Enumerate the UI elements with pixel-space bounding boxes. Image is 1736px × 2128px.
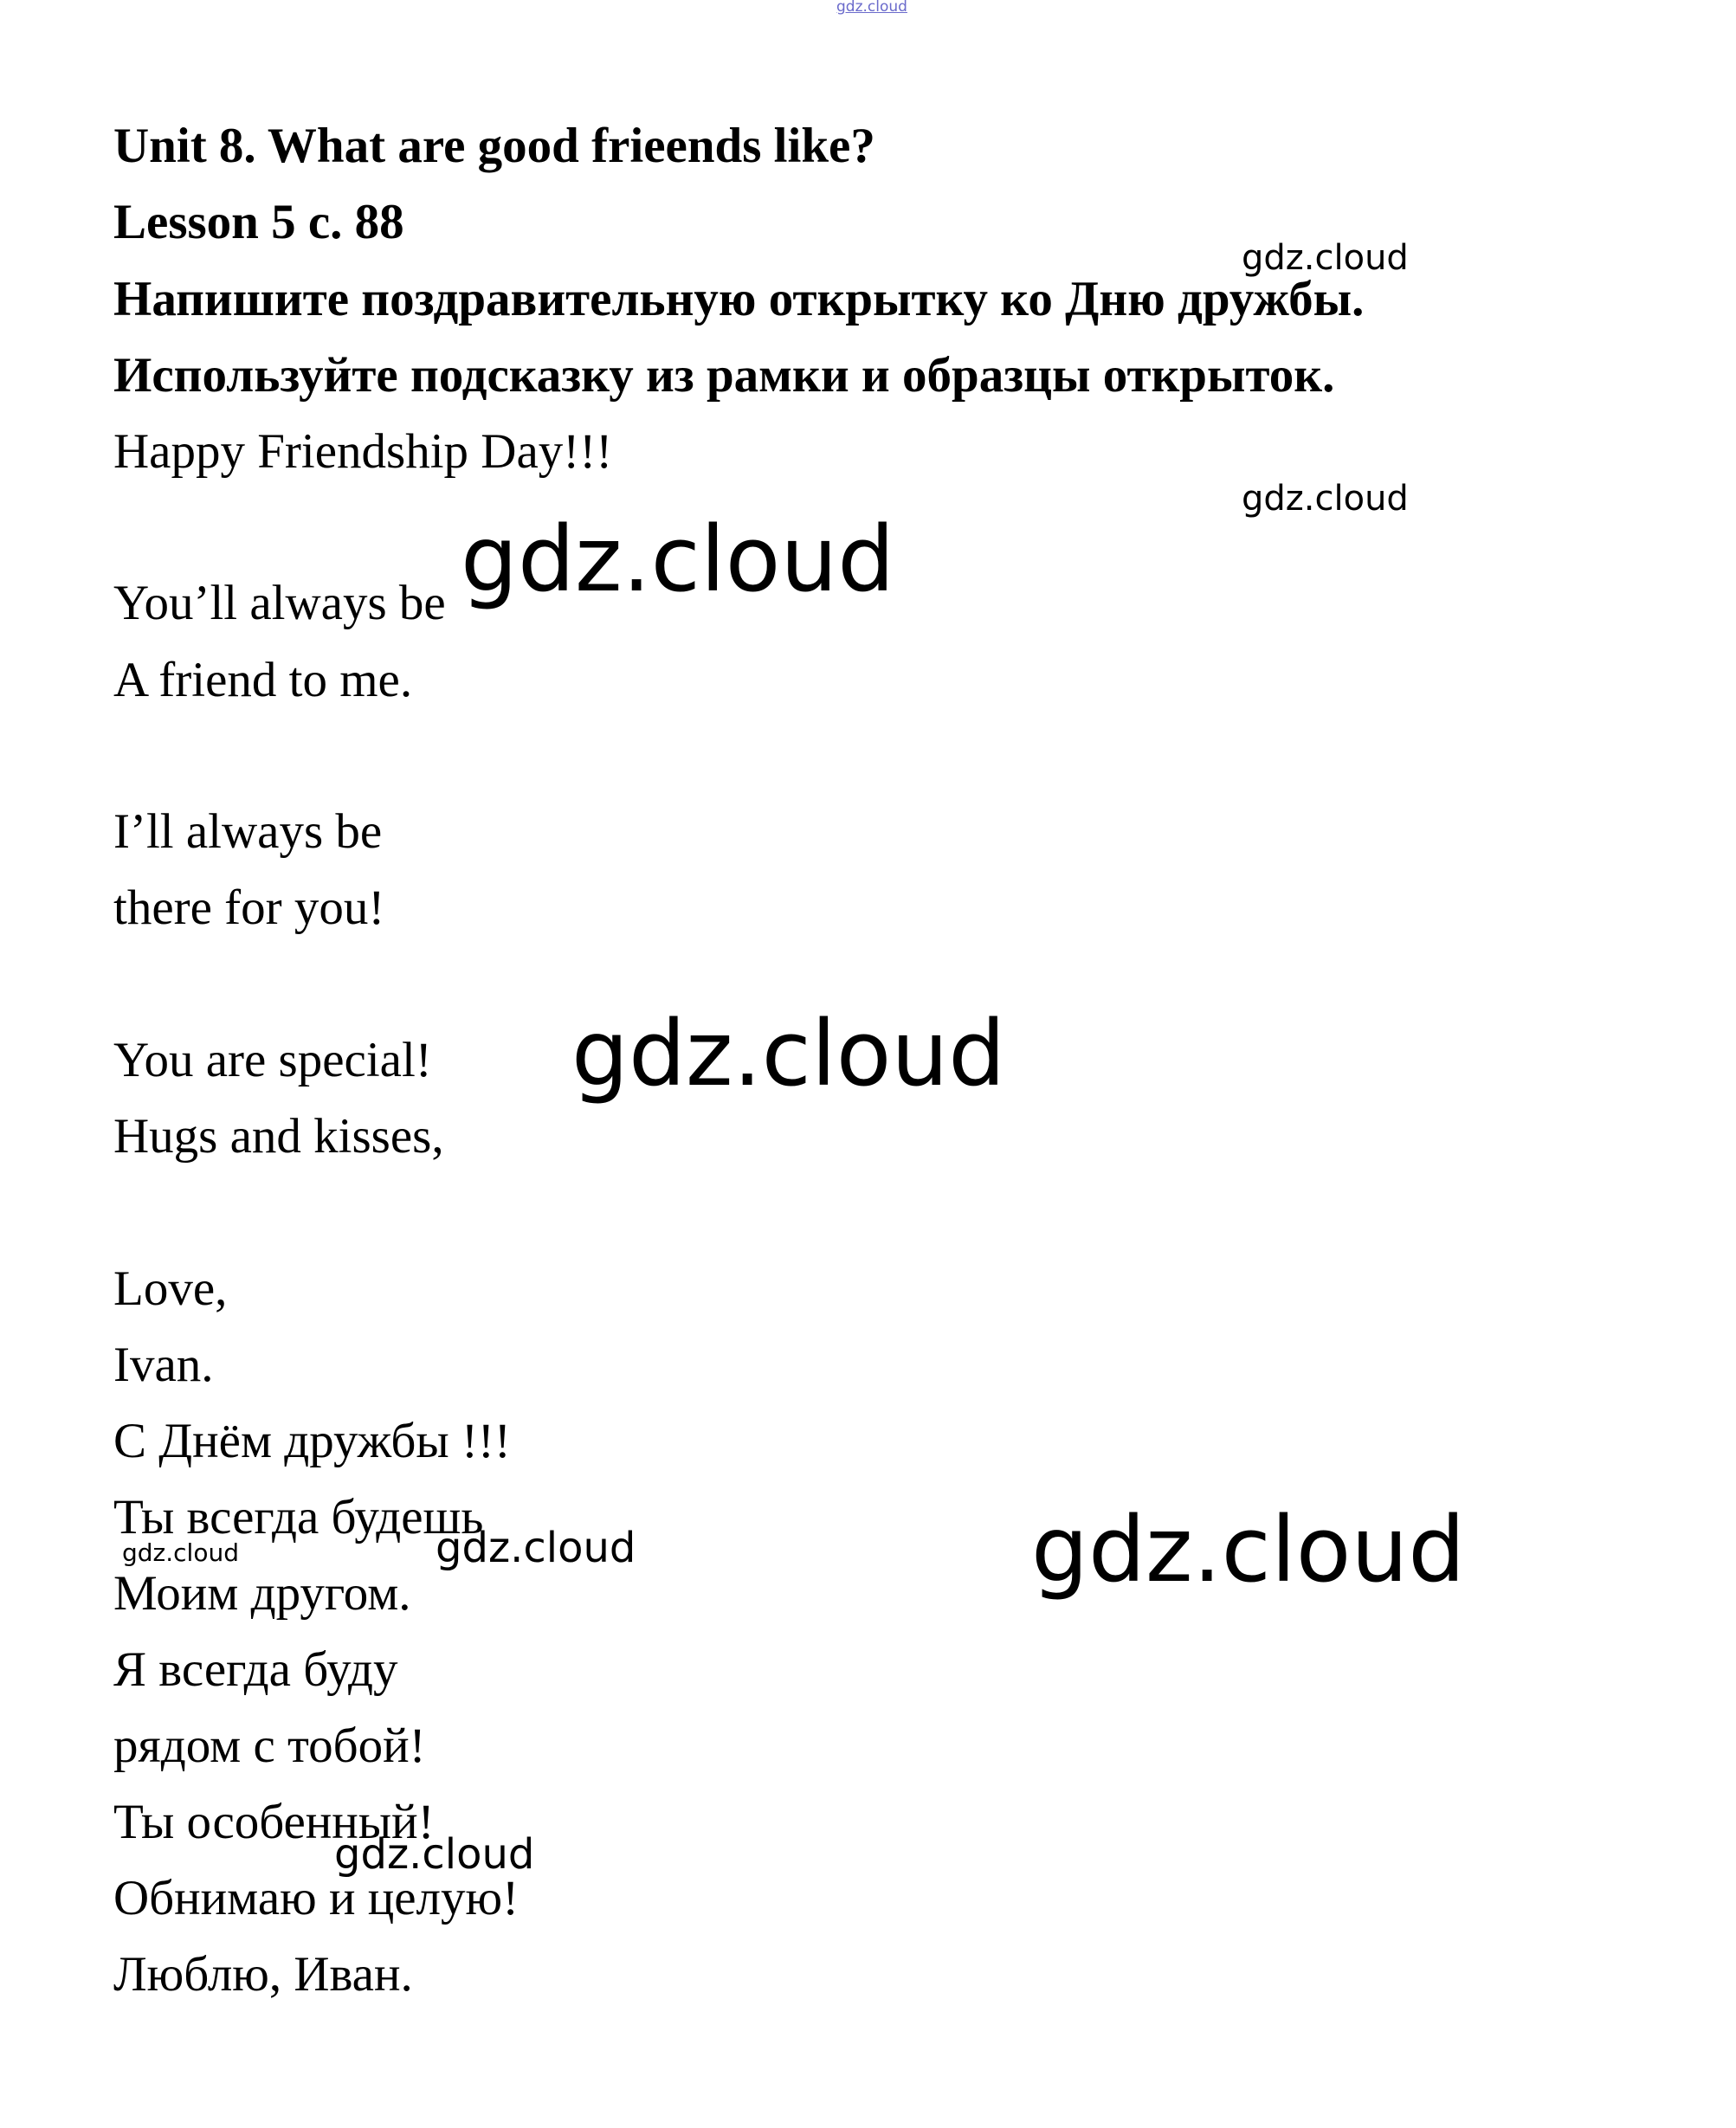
card-line-ru: Моим другом. <box>113 1566 411 1621</box>
lesson-title: Lesson 5 с. 88 <box>113 195 404 249</box>
watermark: gdz.cloud <box>436 1524 636 1572</box>
card-line: You are special! <box>113 1033 432 1087</box>
watermark: gdz.cloud <box>461 506 895 612</box>
watermark: gdz.cloud <box>334 1830 535 1879</box>
card-line-ru: Обнимаю и целую! <box>113 1871 520 1925</box>
card-line: Hugs and kisses, <box>113 1109 444 1164</box>
top-watermark: gdz.cloud <box>836 0 907 16</box>
card-line: Love, <box>113 1261 228 1316</box>
watermark: gdz.cloud <box>1242 479 1409 519</box>
task-instruction-line-1: Напишите поздравительную открытку ко Дню дружбы. <box>113 272 1365 326</box>
card-signature: Ivan. <box>113 1338 214 1392</box>
card-line: there for you! <box>113 880 385 935</box>
watermark: gdz.cloud <box>122 1538 239 1567</box>
watermark: gdz.cloud <box>1031 1497 1466 1602</box>
task-instruction-line-2: Используйте подсказку из рамки и образцы открыток. <box>113 348 1335 403</box>
unit-title: Unit 8. What are good frieends like? <box>113 119 875 173</box>
watermark: gdz.cloud <box>1242 238 1409 278</box>
card-line-ru: Я всегда буду <box>113 1642 398 1697</box>
card-line-ru-greeting: С Днём дружбы !!! <box>113 1414 511 1468</box>
card-line: I’ll always be <box>113 804 383 859</box>
card-line: You’ll always be <box>113 576 446 630</box>
card-line-ru: Ты всегда будешь <box>113 1490 484 1544</box>
card-line-ru: Ты особенный! <box>113 1795 435 1849</box>
card-line: A friend to me. <box>113 653 413 707</box>
card-line-ru: рядом с тобой! <box>113 1719 426 1773</box>
card-line-greeting: Happy Friendship Day!!! <box>113 424 613 479</box>
watermark: gdz.cloud <box>571 1001 1006 1106</box>
card-signature-ru: Люблю, Иван. <box>113 1947 413 2002</box>
